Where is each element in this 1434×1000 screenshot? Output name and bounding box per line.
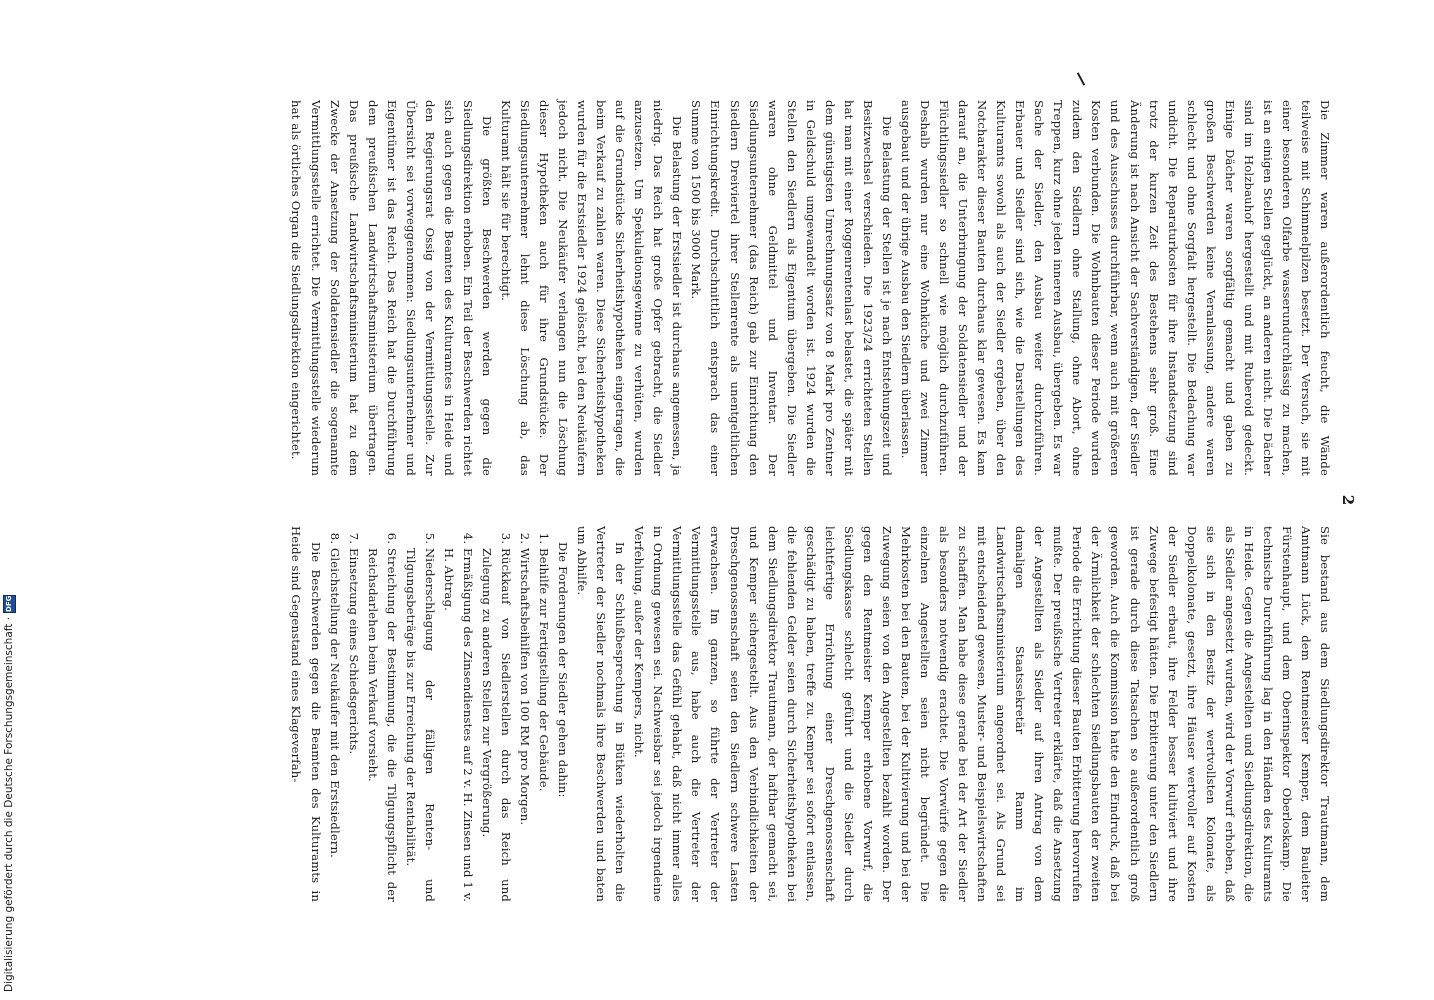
paragraph: Die größten Beschwerden werden gegen die Siedlungsdirektion erhoben. Ein Teil der Beschwerden richtet sich auch gegen die Beamten des Kulturamtes in Heide und den Regierungsrat Ossig von der Vermittlungsstelle. Zur Übersicht sei vorweggenommen: Siedlungsunternehmer und Eigentümer ist das Reich. Das Reich hat die Durchführung dem preußischen Landwirtschaftsministerium übertragen. Das preußische Landwirtschaftsministerium hat zu dem Zwecke der Ansetzung der Soldatensiedler die sogenannte Vermittlungsstelle errichtet. Die Vermittlungsstelle wiederum hat als örtliches Organ die Siedlungsdirektion eingerichtet. (289, 100, 494, 476)
list-item: 4. Ermäßigung des Zinsendienstes auf 2 v. H. Zinsen und 1 v. H. Abtrag. (439, 548, 477, 902)
paragraph: Die Zimmer waren außerordentlich feucht, die Wände teilweise mit Schimmelpilzen besetzt. Der Versuch, sie mit einer besonderen Olfarbe wasserundurchlässig zu machen, ist an einigen Stellen geglückt, an anderen nicht. Die Dächer sind im Holzbauhof hergestellt und mit Ruberoid gedeckt. Einige Dächer waren sorgfältig gemacht und gaben zu großen Beschwerden keine Veranlassung, andere waren schlecht und ohne Sorgfalt hergestellt. Die Bedachung war undicht. Die Reparaturkosten für ihre Instandsetzung sind trotz der kurzen Zeit des Bestehens sehr groß. Eine Änderung ist nach Ansicht der Sachverständigen, der Siedler und des Ausschusses durchführbar, wenn auch mit größeren Kosten verbunden. Die Wohnbauten dieser Periode wurden zudem den Siedlern ohne Stallung, ohne Abort, ohne Treppen, kurz ohne jeden inneren Ausbau, übergeben. Es war Sache der Siedler, den Ausbau weiter durchzuführen. Erbauer und Siedler sind sich, wie die Darstellungen des Kulturamts sowohl als auch der Siedler ergeben, über den Notcharakter dieser Bauten durchaus klar gewesen. Es kam darauf an, die Unterbringung der Soldatensiedler und der Flüchtlingssiedler so schnell wie möglich durchzuführen. Deshalb wurden nur eine Wohnküche und zwei Zimmer ausgebaut und der übrige Ausbau den Siedlern überlassen. (898, 100, 1332, 476)
paragraph: Die Belastung der Erstsiedler ist durchaus angemessen, ja niedrig. Das Reich hat große Opfer gebracht, die Siedler anzusetzen. Um Spekulationsgewinne zu verhüten, wurden auf die Grundstücke Sicherheitshypotheken eingetragen, die beim Verkauf zu zahlen waren. Diese Sicherheitshypotheken wurden für die Erstsiedler 1924 gelöscht, bei den Neukäufern jedoch nicht. Die Neukäufer verlangen nun die Löschung dieser Hypotheken auch für ihre Grundstücke. Der Siedlungsunternehmer lehnt diese Löschung ab, das Kulturamt hält sie für berechtigt. (498, 100, 685, 476)
list-item: 8. Gleichstellung der Neukäufer mit den Erstsiedlern. (325, 548, 344, 902)
dfg-logo: DFG (3, 595, 16, 613)
list-item: 5. Niederschlagung der fälligen Renten- und Tilgungsbeträge bis zur Erreichung der Rentabilität. (401, 548, 439, 902)
pencil-mark (1077, 72, 1085, 85)
list-item: 6. Streichung der Bestimmung, die die Tilgungspflicht der Reichsdarlehen beim Verkauf vorsieht. (363, 548, 401, 902)
text-column-right (124, 526, 1334, 902)
footer-text: Digitalisierung gefördert durch die Deutsche Forschungsgemeinschaft · (3, 616, 15, 992)
paragraph: Die Beschwerden gegen die Beamten des Kulturamts in Heide sind Gegenstand eines Klageverfah- (289, 526, 323, 902)
digitization-footer (2, 392, 18, 992)
list-item: 7. Einsetzung eines Schiedsgerichts. (344, 548, 363, 902)
list-item: 2. Wirtschaftsbeihilfen von 100 RM pro Morgen. (515, 548, 534, 902)
paragraph: Die Forderungen der Siedler gehen dahin: (556, 542, 571, 798)
paragraph: Sie bestand aus dem Siedlungsdirektor Trautmann, dem Amtmann Lück, dem Rentmeister Kemper, dem Bauleiter Fürstenhaupt, und dem Oberinspektor Oberloskamp. Die technische Durchführung lag in den Händen des Kulturamts in Heide. Gegen die Angestellten und Siedlungsdirektion, die als Siedler angesetzt wurden, wird der Vorwurf erhoben, daß sie sich in den Besitz der wertvollsten Kolonate, als Doppelkolonate, gesetzt, ihre Häuser wertvoller auf Kosten der Siedler erbaut, ihre Felder besser kultiviert und ihre Zuwege befestigt hätten. Die Erbitterung unter den Siedlern ist gerade durch diese Tatsachen so außerordentlich groß geworden. Auch die Kommission hatte den Eindruck, daß bei der Ärmlichkeit der schlechten Siedlungsbauten der zweiten Periode die Errichtung dieser Bauten Erbitterung hervorrufen mußte. Der preußische Vertreter erklärte, daß die Ansetzung der Angestellten als Siedler auf ihren Antrag von dem damaligen Staatssekretär Ramm im Landwirtschaftsministerium angeordnet sei. Als Grund sei mit entscheidend gewesen, Muster- und Beispielswirtschaften zu schaffen. Man habe diese gerade bei der Art der Siedler als besonders notwendig erachtet. Die Vorwürfe gegen die einzelnen Angestellten seien nicht begründet. Die Mehrkosten bei den Bauten, bei der Kultivierung und bei der Zuwegung seien von den Angestellten bezahlt worden. Der gegen den Rentmeister Kemper erhobene Vorwurf, die Siedlungskasse schlecht geführt und die Siedler durch leichtfertige Errichtung einer Dreschgenossenschaft geschädigt zu haben, treffe zu. Kemper sei sofort entlassen, die fehlenden Gelder seien durch Sicherheitshypotheken bei dem Siedlungsdirektor Trautmann, der haftbar gemacht sei, und Kemper sichergestellt. Aus den Verbindlichkeiten der Dreschgenossenschaft seien den Siedlern schwere Lasten erwachsen. Im ganzen, so führte der Vertreter der Vermittlungsstelle aus, habe auch die Vertreter der Vermittlungsstelle das Gefühl gehabt, daß nicht immer alles in Ordnung gewesen sei. Nachweisbar sei jedoch irgendeine Verfehlung, außer der Kempers, nicht. (632, 526, 1332, 902)
list-item: 3. Rückkauf von Siedlerstellen durch das Reich und Zulegung zu anderen Stellen zur Vergrößerung. (477, 548, 515, 902)
demands-list (325, 526, 554, 902)
text-column-left (124, 100, 1334, 476)
paragraph: In der Schlußbesprechung in Bütken wiederholten die Vertreter der Siedler nochmals ihre Beschwerden und baten um Abhilfe. (575, 526, 628, 902)
paragraph: Die Belastung der Stellen ist je nach Entstehungszeit und Besitzwechsel verschieden. Die 1923/24 errichteten Stellen hat man mit einer Roggenrentenlast belastet, die später mit dem günstigsten Umrechnungssatz von 8 Mark pro Zentner in Geldschuld umgewandelt worden ist. 1924 wurden die Stellen den Siedlern als Eigentum übergeben. Die Siedler waren ohne Geldmittel und Inventar. Der Siedlungsunternehmer (das Reich) gab zur Einrichtung den Siedlern Dreiviertel ihrer Stellenrente als unentgeltlichen Einrichtungskredit. Durchschnittlich entsprach das einer Summe von 1500 bis 3000 Mark. (689, 100, 894, 476)
page-number: 2 (1339, 494, 1357, 506)
list-item: 1. Beihilfe zur Fertigstellung der Gebäude. (534, 548, 553, 902)
